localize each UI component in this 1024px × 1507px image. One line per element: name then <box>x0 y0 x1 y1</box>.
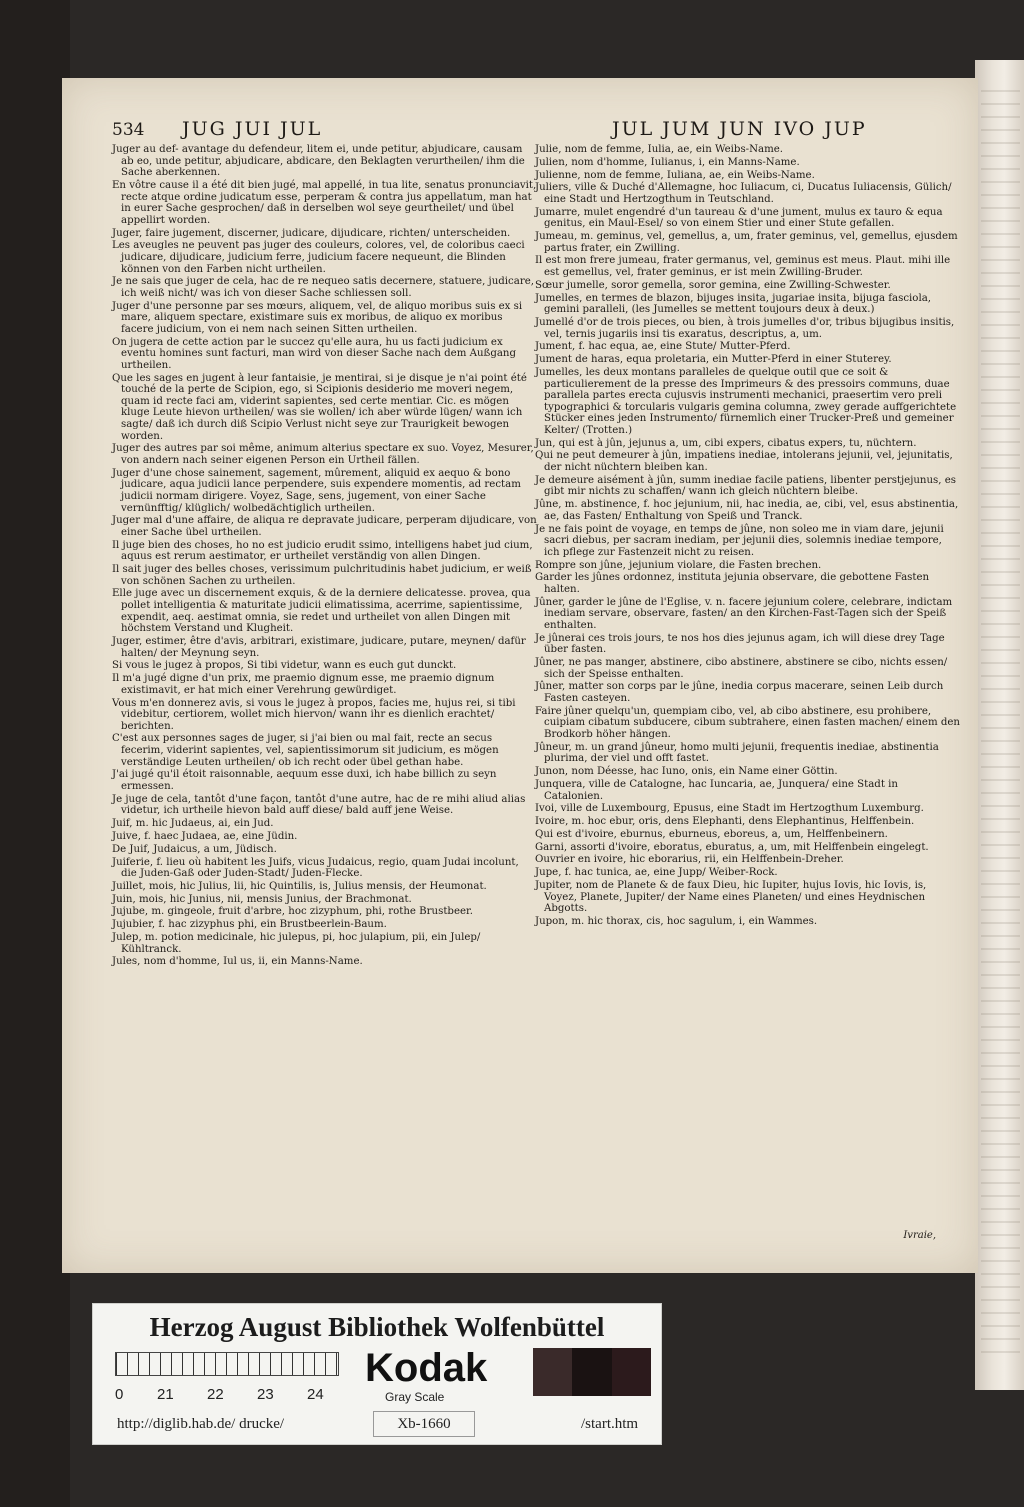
library-title: Herzog August Bibliothek Wolfenbüttel <box>149 1312 605 1342</box>
dictionary-entry: Jûner, garder le jûne de l'Eglise, v. n. facere jejunium colere, celebrare, indictam inediam servare, observare, fasten/ an den Kirchen-Fast-Tagen sich der Speiß enthalten. <box>535 596 953 631</box>
dictionary-entry: Ouvrier en ivoire, hic eborarius, rii, ein Helffenbein-Dreher. <box>535 854 844 866</box>
dictionary-entry: Jûneur, m. un grand jûneur, homo multi jejunii, frequentis inediae, abstinentia plurima, der viel und offt fastet. <box>535 741 939 765</box>
scale-number: 23 <box>257 1386 274 1403</box>
library-color-card <box>92 1303 662 1445</box>
scan-background-left <box>0 0 70 1507</box>
dictionary-entry: Juger mal d'une affaire, de aliqua re depravate judicare, perperam dijudicare, von einer Sache übel urtheilen. <box>112 515 537 538</box>
dictionary-entry: Qui est d'ivoire, eburnus, eburneus, eboreus, a, um, Helffenbeinern. <box>535 828 888 840</box>
dictionary-entry: Julienne, nom de femme, Iuliana, ae, ein Weibs-Name. <box>535 169 815 181</box>
scale-number: 22 <box>207 1386 224 1403</box>
adjacent-page-edge <box>975 60 1024 1390</box>
dictionary-entry: Jûne, m. abstinence, f. hoc jejunium, nii, hac inedia, ae, cibi, vel, esus abstinentia, ae, das Fasten/ Enthaltung von Speiß und Tranck. <box>535 499 959 522</box>
dictionary-entry: Il sait juger des belles choses, verissimum pulchritudinis habet judicium, er weiß von schönen Sachen zu urtheilen. <box>112 564 532 587</box>
right-column <box>535 144 960 929</box>
dictionary-entry: Junquera, ville de Catalogne, hac Iuncaria, ae, Junquera/ eine Stadt in Catalonien. <box>535 778 898 802</box>
dictionary-entry: Je demeure aisément à jûn, summ inediae facile patiens, libenter perstjejunus, es gibt mir nichts zu schaffen/ wann ich gleich nüchtern bleibe. <box>535 474 957 498</box>
dictionary-entry: Juger d'une personne par ses mœurs, aliquem, vel, de aliquo moribus suis ex si mare, aliquem spectare, existimare suis ex moribus, de aliquo ex moribus facere judicium, von ei nem nach seinen Sitten urtheilen. <box>112 300 523 335</box>
dictionary-entry: Ivoi, ville de Luxembourg, Epusus, eine Stadt im Hertzogthum Luxemburg. <box>535 803 924 815</box>
dictionary-entry: Je ne fais point de voyage, en temps de jûne, non soleo me in viam dare, jejunii sacri diebus, per sacram inediam, per jejunii dies, solemnis inediae tempore, ich pflege zur Fastenzeit nicht zu reisen. <box>535 523 944 558</box>
dictionary-entry: Jumeau, m. geminus, vel, gemellus, a, um, frater geminus, vel, gemellus, ejusdem partus frater, ein Zwilling. <box>535 231 958 254</box>
dictionary-entry: Jument, f. hac equa, ae, eine Stute/ Mutter-Pferd. <box>535 341 791 353</box>
book-page <box>62 78 978 1273</box>
dictionary-entry: Jujubier, f. hac zizyphus phi, ein Brustbeerlein-Baum. <box>112 919 387 931</box>
gray-scale-label: Gray Scale <box>385 1390 445 1404</box>
dictionary-entry: Juger au def- avantage du defendeur, litem ei, unde petitur, abjudicare, causam ab eo, unde petitur, abjudicare, abdicare, den Beklagten verurtheilen/ ihm die Sache aberkennen. <box>112 144 525 179</box>
scale-number: 24 <box>307 1386 324 1403</box>
dictionary-entry: Jupiter, nom de Planete & de faux Dieu, hic Iupiter, hujus Iovis, hic Iovis, is, Voyez, Planete, Jupiter/ der Name eines Planeten/ und eines Heydnischen Abgotts. <box>535 880 927 915</box>
dictionary-entry: Qui ne peut demeurer à jûn, impatiens inediae, intolerans jejunii, vel, jejunitatis, der nicht nüchtern bleiben kan. <box>535 450 953 474</box>
dictionary-entry: Que les sages en jugent à leur fantaisie, je mentirai, si je disque je n'ai point été touché de la perte de Scipion, ego, si Scipionis desiderio me moveri negem, quam id recte faci am, viderint sapientes, sed certe mentiar. Cic. es mögen kluge Leute hievon urtheilen/ was sie wollen/ ich aber würde lügen/ wann ich sagte/ daß ich durch diß Scipio Verlust nicht seye zur Traurigkeit bewogen worden. <box>112 372 527 442</box>
dictionary-entry: Garder les jûnes ordonnez, instituta jejunia observare, die gebottene Fasten halten. <box>535 572 930 595</box>
dictionary-entry: Jupon, m. hic thorax, cis, hoc sagulum, i, ein Wammes. <box>535 915 818 927</box>
dictionary-entry: Jumelles, en termes de blazon, bijuges insita, jugariae insita, bijuga fasciola, gemini paralleli, (les Jumelles se mettent toujours deux à deux.) <box>535 292 932 316</box>
dictionary-entry: Juillet, mois, hic Julius, lii, hic Quintilis, is, Julius mensis, der Heumonat. <box>112 880 487 892</box>
left-guide-words: JUG JUI JUL <box>182 118 323 140</box>
shelfmark: Xb-1660 <box>373 1411 475 1437</box>
scale-number: 21 <box>157 1386 174 1403</box>
dictionary-entry: De Juif, Judaicus, a um, Jüdisch. <box>112 843 277 855</box>
page-number: 534 <box>112 120 145 140</box>
dictionary-entry: Sœur jumelle, soror gemella, soror gemina, eine Zwilling-Schwester. <box>535 279 891 291</box>
dictionary-entry: Juliers, ville & Duché d'Allemagne, hoc Iuliacum, ci, Ducatus Iuliacensis, Gülich/ eine Stadt und Hertzogthum in Teutschland. <box>535 182 952 205</box>
dictionary-entry: Rompre son jûne, jejunium violare, die Fasten brechen. <box>535 559 822 571</box>
scale-number: 0 <box>115 1386 124 1403</box>
dictionary-entry: Il m'a jugé digne d'un prix, me praemio dignum esse, me praemio dignum existimavit, er hat mich einer Verehrung gewürdiget. <box>112 673 495 696</box>
dictionary-entry: Garni, assorti d'ivoire, eboratus, eburatus, a, um, mit Helffenbein eingelegt. <box>535 841 929 853</box>
dictionary-entry: Juiferie, f. lieu où habitent les Juifs, vicus Judaicus, regio, quam Judai incolunt, die Juden-Gaß oder Juden-Stadt/ Juden-Flecke. <box>112 856 519 880</box>
gray-patches <box>533 1348 651 1396</box>
dictionary-entry: Juger des autres par soi même, animum alterius spectare ex suo. Voyez, Mesurer, von andern nach seiner eigenen Person ein Urtheil fällen. <box>112 443 534 466</box>
dictionary-entry: J'ai jugé qu'il étoit raisonnable, aequum esse duxi, ich habe billich zu seyn ermessen. <box>112 769 497 793</box>
ruler-scale <box>115 1352 339 1376</box>
dictionary-entry: Juif, m. hic Judaeus, ai, ein Jud. <box>112 818 274 830</box>
dictionary-entry: Jumelles, les deux montans paralleles de quelque outil que ce soit & particulierement de la presse des Imprimeurs & des pressoirs communs, duae parallela partes erecta cujusvis instrumenti mechanici, praesertim vero preli typographici & torcularis vulgaris gemina columna, zwey gerade auffgerichtete Stücker eines jeden Instrumento/ fürnemlich einer Trucker-Preß und gemeiner Kelter/ (Trotten.) <box>535 366 957 436</box>
dictionary-entry: Jules, nom d'homme, Iul us, ii, ein Manns-Name. <box>112 956 363 968</box>
dictionary-entry: Je ne sais que juger de cela, hac de re nequeo satis decernere, statuere, judicare, ich weiß nicht/ was ich von dieser Sache schliessen soll. <box>112 276 534 299</box>
kodak-logo: Kodak <box>365 1346 488 1390</box>
url-right: /start.htm <box>581 1416 639 1432</box>
dictionary-entry: Jupe, f. hac tunica, ae, eine Jupp/ Weiber-Rock. <box>535 867 778 879</box>
dictionary-entry: Junon, nom Déesse, hac Iuno, onis, ein Name einer Göttin. <box>535 766 838 778</box>
dictionary-entry: Juive, f. haec Judaea, ae, eine Jüdin. <box>112 830 298 842</box>
dictionary-entry: Je juge de cela, tantôt d'une façon, tantôt d'une autre, hac de re mihi aliud alias videtur, ich urtheile hievon bald auff diese/ bald auff jene Weise. <box>112 793 526 817</box>
dictionary-entry: En vôtre cause il a été dit bien jugé, mal appellé, in tua lite, senatus pronunciavit, recte atque ordine judicatum esse, perperam & contra jus appellatum, man hat in eurer Sache gesprochen/ daß in derselben wol seye geurtheilet/ und übel appellirt worden. <box>112 179 537 226</box>
right-guide-words: JUL JUM JUN IVO JUP <box>612 118 867 140</box>
dictionary-entry: On jugera de cette action par le succez qu'elle aura, hu us facti judicium ex eventu homines sunt facturi, man wird von dieser Sache nach dem Außgang urtheilen. <box>112 336 517 371</box>
dictionary-entry: Elle juge avec un discernement exquis, & de la derniere delicatesse. provea, qua pollet intelligentia & maturitate judicii elimatissima, acerrime, sapientissime, expendit, aeq. aestimat omnia, sie redet und urtheilet von allen Dingen mit höchstem Verstand und Klugheit. <box>112 588 531 635</box>
dictionary-entry: C'est aux personnes sages de juger, si j'ai bien ou mal fait, recte an secus fecerim, viderint sapientes, vel, sapientissimorum sit judicium, es mögen verständige Leuten urtheilen/ ob ich recht oder übel gethan habe. <box>112 733 499 768</box>
dictionary-entry: Juin, mois, hic Junius, nii, mensis Junius, der Brachmonat. <box>112 893 412 905</box>
dictionary-entry: Il est mon frere jumeau, frater germanus, vel, geminus est meus. Plaut. mihi ille est gemellus, vel, frater geminus, er ist mein Zwilling-Bruder. <box>535 255 951 279</box>
dictionary-entry: Jumarre, mulet engendré d'un taureau & d'une jument, mulus ex tauro & equa genitus, ein Maul-Esel/ so von einem Stier und einer Stute gefallen. <box>535 206 943 230</box>
dictionary-entry: Je jûnerai ces trois jours, te nos hos dies jejunus agam, ich will diese drey Tage über fasten. <box>535 632 945 656</box>
page-header <box>112 118 948 142</box>
dictionary-entry: Ivoire, m. hoc ebur, oris, dens Elephanti, dens Elephantinus, Helffenbein. <box>535 816 915 828</box>
dictionary-entry: Il juge bien des choses, ho no est judicio erudit ssimo, intelligens habet jud cium, aquus est rerum aestimator, er urtheilet verständig von allen Dingen. <box>112 539 533 563</box>
left-column <box>112 144 537 969</box>
dictionary-entry: Jûner, matter son corps par le jûne, inedia corpus macerare, seinen Leib durch Fasten casteyen. <box>535 681 944 705</box>
dictionary-entry: Si vous le jugez à propos, Si tibi videtur, wann es euch gut dunckt. <box>112 660 457 672</box>
catchword: Ivraie, <box>903 1230 936 1241</box>
dictionary-entry: Jumellé d'or de trois pieces, ou bien, à trois jumelles d'or, tribus bijugibus insitis, vel, ternis jugariis insi tis exaratus, descriptus, a, um. <box>535 317 955 340</box>
dictionary-entry: Julien, nom d'homme, Iulianus, i, ein Manns-Name. <box>535 156 800 168</box>
dictionary-entry: Jument de haras, equa proletaria, ein Mutter-Pferd in einer Stuterey. <box>535 354 892 366</box>
dictionary-entry: Juger, estimer, être d'avis, arbitrari, existimare, judicare, putare, meynen/ dafür halten/ der Meynung seyn. <box>112 635 526 659</box>
url-left: http://diglib.hab.de/ drucke/ <box>117 1416 285 1432</box>
dictionary-entry: Jujube, m. gingeole, fruit d'arbre, hoc zizyphum, phi, rothe Brustbeer. <box>112 906 473 918</box>
dictionary-entry: Julep, m. potion medicinale, hic julepus, pi, hoc julapium, pii, ein Julep/ Kühltranck. <box>112 932 481 955</box>
dictionary-entry: Les aveugles ne peuvent pas juger des couleurs, colores, vel, de coloribus caeci judicare, dijudicare, judicium ferre, judicium facere nequeunt, die Blinden können von den Farben nicht urtheilen. <box>112 240 525 275</box>
dictionary-entry: Jûner, ne pas manger, abstinere, cibo abstinere, abstinere se cibo, nichts essen/ sich der Speisse enthalten. <box>535 657 948 680</box>
dictionary-entry: Vous m'en donnerez avis, si vous le jugez à propos, facies me, hujus rei, si tibi videbitur, certiorem, wollet mich hiervon/ wann ihr es dienlich erachtet/ berichten. <box>112 697 516 732</box>
dictionary-entry: Juger, faire jugement, discerner, judicare, dijudicare, richten/ unterscheiden. <box>112 227 511 239</box>
dictionary-entry: Jun, qui est à jûn, jejunus a, um, cibi expers, cibatus expers, tu, nüchtern. <box>535 437 917 449</box>
dictionary-entry: Faire jûner quelqu'un, quempiam cibo, vel, ab cibo abstinere, esu prohibere, cuipiam cibatum subducere, cibum subtrahere, einen fasten machen/ einem den Brodkorb höher hängen. <box>535 705 960 740</box>
dictionary-entry: Julie, nom de femme, Iulia, ae, ein Weibs-Name. <box>535 144 784 155</box>
dictionary-entry: Juger d'une chose sainement, sagement, mûrement, aliquid ex aequo & bono judicare, aqua judicii lance perpendere, suis expendere momentis, ad rectam judicii normam dirigere. Voyez, Sage, sens, jugement, von einer Sache vernünfftig/ klüglich/ wolbedächtiglich urtheilen. <box>112 467 521 514</box>
